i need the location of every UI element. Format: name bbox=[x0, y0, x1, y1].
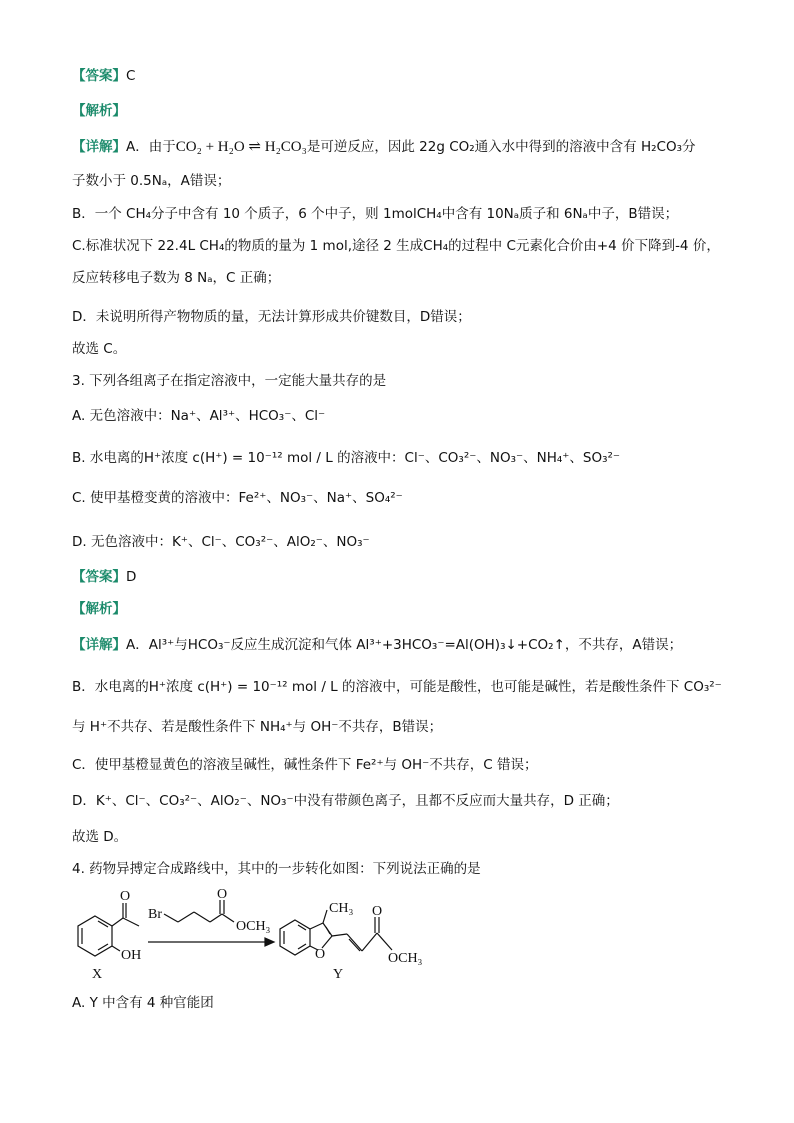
answer-value: D bbox=[126, 569, 137, 585]
option-b: B. 水电离的H⁺浓度 c(H⁺) = 10⁻¹² mol / L 的溶液中：Cl⁻、CO₃²⁻、NO₃⁻、NH₄⁺、SO₃²⁻ bbox=[72, 450, 621, 466]
x-hydroxyl-label: OH bbox=[121, 948, 142, 963]
answer-tag: 【答案】 bbox=[72, 68, 126, 84]
analysis-tag: 【解析】 bbox=[72, 103, 126, 119]
detail-line-b: B．一个 CH₄分子中含有 10 个质子，6 个中子，则 1molCH₄中含有 10Nₐ质子和 6Nₐ中子，B错误； bbox=[72, 206, 679, 222]
benzene-ring-x bbox=[78, 916, 112, 956]
detail-tag: 【详解】 bbox=[72, 139, 126, 155]
x-carbonyl-o: O bbox=[120, 889, 131, 904]
detail-line-a-cont: 子数小于 0.5Nₐ，A错误； bbox=[72, 173, 231, 189]
option-c: C. 使甲基橙变黄的溶液中：Fe²⁺、NO₃⁻、Na⁺、SO₄²⁻ bbox=[72, 490, 403, 506]
analysis-tag: 【解析】 bbox=[72, 601, 126, 617]
detail-line-a: 【详解】A．由于CO₂ + H₂O ⇌ H₂CO₃是可逆反应，因此 22g CO₂通入水中得到的溶液中含有 H₂CO₃分 bbox=[72, 139, 696, 155]
option-a: A. 无色溶液中：Na⁺、Al³⁺、HCO₃⁻、Cl⁻ bbox=[72, 408, 326, 424]
reagent-br: Br bbox=[148, 907, 162, 922]
explanation-c: C．使甲基橙显黄色的溶液呈碱性，碱性条件下 Fe²⁺与 OH⁻不共存，C 错误； bbox=[72, 757, 538, 773]
detail-line-d: D．未说明所得产物物质的量，无法计算形成共价键数目，D错误； bbox=[72, 309, 471, 325]
reagent-och3: OCH₃ bbox=[236, 919, 271, 934]
conclusion: 故选 D。 bbox=[72, 829, 128, 845]
question-3-stem: 3. 下列各组离子在指定溶液中，一定能大量共存的是 bbox=[72, 373, 387, 389]
y-methyl-label: CH₃ bbox=[329, 901, 354, 916]
option-a: A. Y 中含有 4 种官能团 bbox=[72, 995, 214, 1011]
equation: CO₂ + H₂O ⇌ H₂CO₃ bbox=[175, 139, 307, 155]
y-furan-o: O bbox=[315, 947, 326, 962]
explanation-d: D．K⁺、Cl⁻、CO₃²⁻、AlO₂⁻、NO₃⁻中没有带颜色离子，且都不反应而大量共存，D 正确； bbox=[72, 793, 619, 809]
reagent-carbonyl-o: O bbox=[217, 887, 228, 902]
y-och3-label: OCH₃ bbox=[388, 951, 423, 966]
answer-tag: 【答案】 bbox=[72, 569, 126, 585]
detail-line-c: C.标准状况下 22.4L CH₄的物质的量为 1 mol,途径 2 生成CH₄的过程中 C元素化合价由+4 价下降到-4 价， bbox=[72, 238, 720, 254]
option-d: D. 无色溶液中：K⁺、Cl⁻、CO₃²⁻、AlO₂⁻、NO₃⁻ bbox=[72, 534, 370, 550]
answer-value: C bbox=[126, 68, 136, 84]
compound-y-label: Y bbox=[333, 967, 344, 982]
explanation-b-cont: 与 H⁺不共存、若是酸性条件下 NH₄⁺与 OH⁻不共存，B错误； bbox=[72, 719, 443, 735]
conclusion: 故选 C。 bbox=[72, 341, 127, 357]
y-carbonyl-o: O bbox=[372, 904, 383, 919]
explanation-a: 【详解】A．Al³⁺与HCO₃⁻反应生成沉淀和气体 Al³⁺+3HCO₃⁻=Al(OH)₃↓+CO₂↑，不共存，A错误； bbox=[72, 637, 683, 653]
detail-tag: 【详解】 bbox=[72, 637, 126, 653]
detail-line-c-cont: 反应转移电子数为 8 Nₐ，C 正确； bbox=[72, 270, 281, 286]
compound-x-label: X bbox=[92, 967, 103, 982]
explanation-b: B．水电离的H⁺浓度 c(H⁺) = 10⁻¹² mol / L 的溶液中，可能是酸性，也可能是碱性，若是酸性条件下 CO₃²⁻ bbox=[72, 679, 722, 695]
question-4-stem: 4. 药物异搏定合成路线中，其中的一步转化如图：下列说法正确的是 bbox=[72, 861, 481, 877]
